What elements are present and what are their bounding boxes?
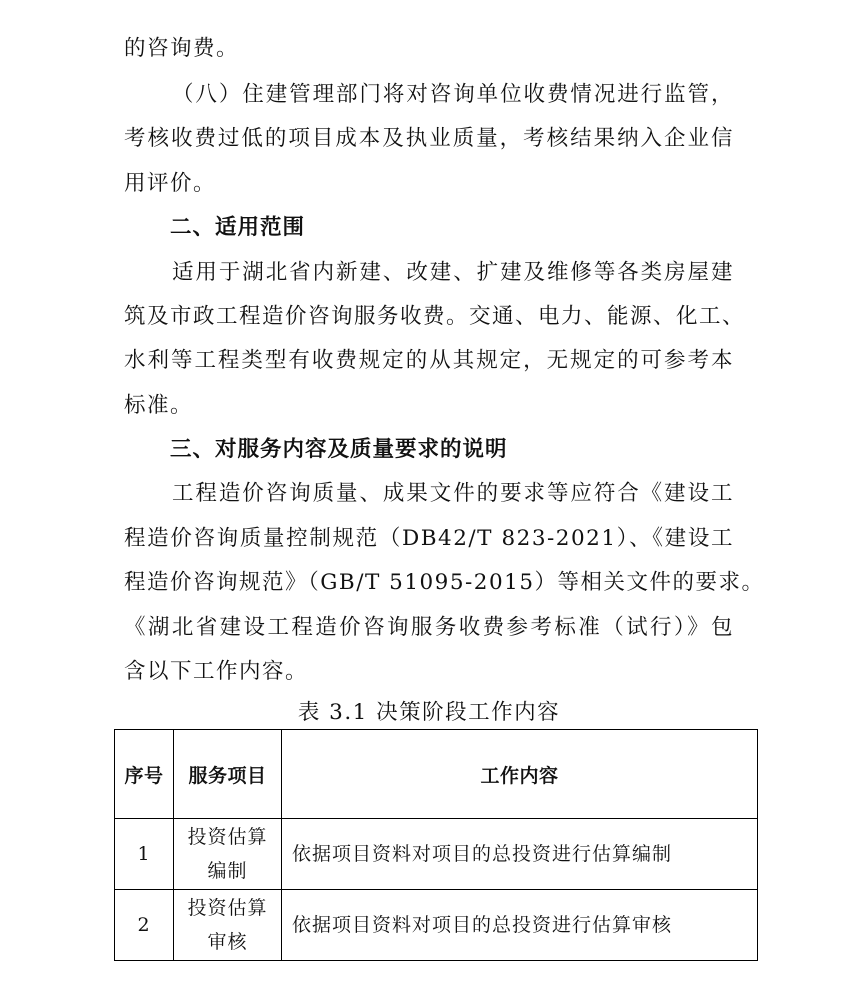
- paragraph-line: 工程造价咨询质量、成果文件的要求等应符合《建设工: [172, 481, 734, 506]
- paragraph-line: （八）住建管理部门将对咨询单位收费情况进行监管，: [172, 82, 734, 107]
- row-service-item: [174, 819, 282, 890]
- paragraph-line: 程造价咨询质量控制规范（DB42/T 823-2021）、《建设工: [124, 526, 734, 551]
- service-item-line: 投资估算: [187, 826, 268, 848]
- header-service-item: 服务项目: [174, 730, 282, 819]
- paragraph-line: 水利等工程类型有收费规定的从其规定，无规定的可参考本: [124, 348, 734, 373]
- row-number: 1: [115, 819, 174, 890]
- work-content-table: [114, 729, 758, 961]
- row-number: 2: [115, 890, 174, 961]
- paragraph-line: 考核收费过低的项目成本及执业质量，考核结果纳入企业信: [124, 126, 734, 151]
- row-service-item: [174, 890, 282, 961]
- paragraph-line: 适用于湖北省内新建、改建、扩建及维修等各类房屋建: [172, 260, 734, 285]
- paragraph-line: 标准。: [124, 393, 194, 418]
- section-heading-scope: 二、适用范围: [170, 215, 306, 240]
- paragraph-line: 的咨询费。: [124, 36, 240, 61]
- section-heading-service: 三、对服务内容及质量要求的说明: [170, 437, 508, 462]
- service-item-line: 编制: [207, 860, 248, 882]
- table-row: [115, 890, 758, 961]
- service-item-line: 审核: [207, 931, 248, 953]
- table-header-row: [115, 730, 758, 819]
- paragraph-line: 用评价。: [124, 171, 217, 196]
- table-row: [115, 819, 758, 890]
- paragraph-line: 筑及市政工程造价咨询服务收费。交通、电力、能源、化工、: [124, 304, 746, 329]
- service-item-line: 投资估算: [187, 897, 268, 919]
- paragraph-line: 含以下工作内容。: [124, 659, 309, 684]
- paragraph-line: 《湖北省建设工程造价咨询服务收费参考标准（试行）》包: [124, 615, 734, 640]
- row-work-content: 依据项目资料对项目的总投资进行估算审核: [282, 890, 758, 961]
- paragraph-line: 程造价咨询规范》（GB/T 51095-2015）等相关文件的要求。: [124, 570, 765, 595]
- header-work-content: 工作内容: [282, 730, 758, 819]
- table-caption: 表 3.1 决策阶段工作内容: [297, 700, 561, 725]
- header-number: 序号: [115, 730, 174, 819]
- row-work-content: 依据项目资料对项目的总投资进行估算编制: [282, 819, 758, 890]
